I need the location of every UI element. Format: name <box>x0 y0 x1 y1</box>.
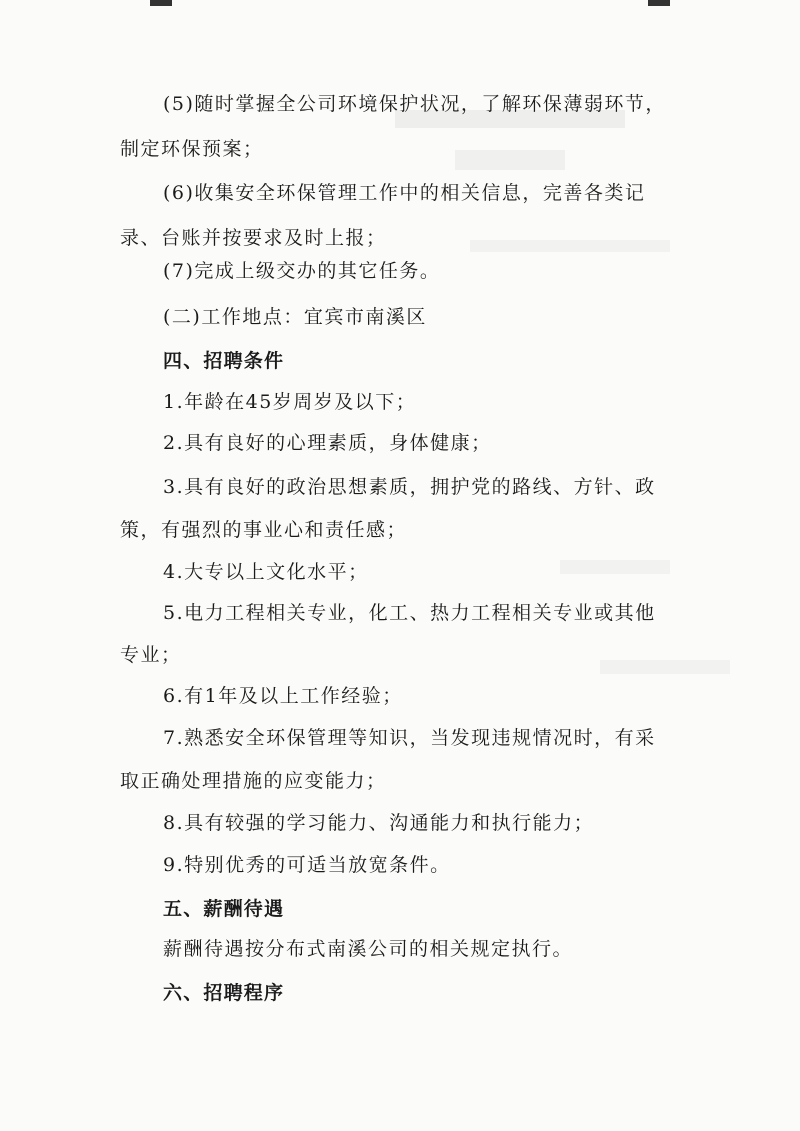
condition-item-9: 9.特别优秀的可适当放宽条件。 <box>163 854 451 876</box>
condition-item-2: 2.具有良好的心理素质，身体健康； <box>163 432 492 454</box>
duty-item-5: (5)随时掌握全公司环境保护状况，了解环保薄弱环节， <box>163 93 666 115</box>
bleed-through-mark <box>560 560 670 574</box>
section-heading-salary: 五、薪酬待遇 <box>163 898 285 920</box>
condition-item-3: 3.具有良好的政治思想素质，拥护党的路线、方针、政 <box>163 476 656 498</box>
condition-item-8: 8.具有较强的学习能力、沟通能力和执行能力； <box>163 812 595 834</box>
condition-item-4: 4.大专以上文化水平； <box>163 561 369 583</box>
condition-item-7: 7.熟悉安全环保管理等知识，当发现违规情况时，有采 <box>163 727 656 749</box>
duty-item-6: (6)收集安全环保管理工作中的相关信息，完善各类记 <box>163 182 646 204</box>
duty-item-7: (7)完成上级交办的其它任务。 <box>163 260 441 282</box>
condition-item-5: 5.电力工程相关专业，化工、热力工程相关专业或其他 <box>163 602 656 624</box>
bleed-through-mark <box>600 660 730 674</box>
scan-mark <box>150 0 172 6</box>
duty-item-6-cont: 录、台账并按要求及时上报； <box>120 227 387 249</box>
section-heading-recruitment-process: 六、招聘程序 <box>163 982 285 1004</box>
salary-text: 薪酬待遇按分布式南溪公司的相关规定执行。 <box>163 938 574 960</box>
work-location: (二)工作地点：宜宾市南溪区 <box>163 306 427 328</box>
condition-item-1: 1.年龄在45岁周岁及以下； <box>163 391 417 413</box>
condition-item-6: 6.有1年及以上工作经验； <box>163 685 403 707</box>
duty-item-5-cont: 制定环保预案； <box>120 138 264 160</box>
scan-mark <box>648 0 670 6</box>
condition-item-7-cont: 取正确处理措施的应变能力； <box>120 770 387 792</box>
condition-item-3-cont: 策，有强烈的事业心和责任感； <box>120 519 408 541</box>
condition-item-5-cont: 专业； <box>120 644 182 666</box>
section-heading-recruitment-conditions: 四、招聘条件 <box>163 350 285 372</box>
bleed-through-mark <box>470 240 670 252</box>
bleed-through-mark <box>455 150 565 170</box>
